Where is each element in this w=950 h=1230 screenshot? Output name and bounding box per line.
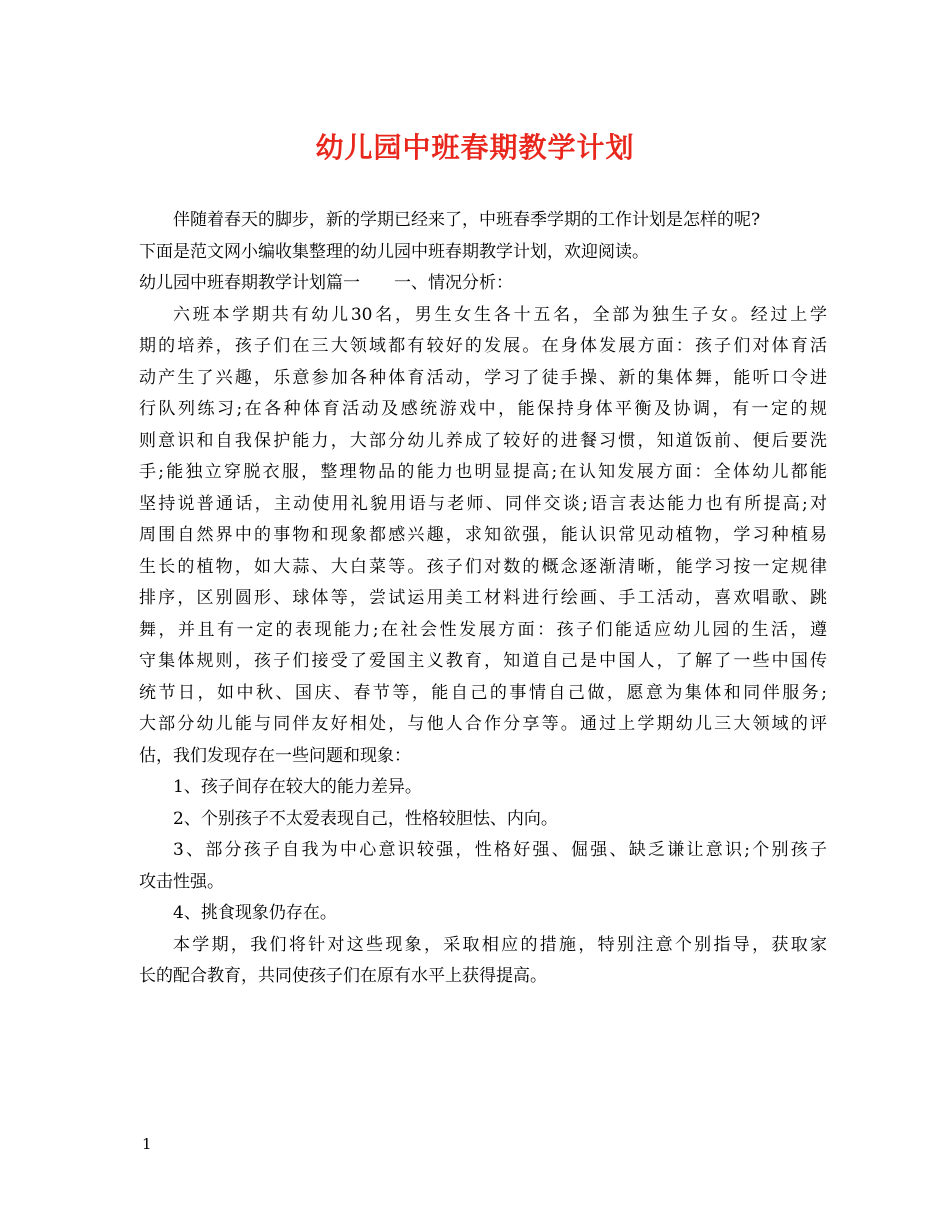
analysis-line: 期的培养，孩子们在三大领域都有较好的发展。在身体发展方面：孩子们对体育活 [139, 336, 827, 356]
issue-item-continued: 攻击性强。 [139, 871, 224, 892]
intro-line: 下面是范文网小编收集整理的幼儿园中班春期教学计划，欢迎阅读。 [139, 241, 649, 262]
intro-line: 伴随着春天的脚步，新的学期已经来了，中班春季学期的工作计划是怎样的呢? [173, 210, 761, 230]
analysis-line: 大部分幼儿能与同伴友好相处，与他人合作分享等。通过上学期幼儿三大领域的评 [139, 714, 827, 734]
issue-item: 3、部分孩子自我为中心意识较强，性格好强、倔强、缺乏谦让意识;个别孩子 [173, 840, 827, 860]
analysis-line: 坚持说普通话，主动使用礼貌用语与老师、同伴交谈;语言表达能力也有所提高;对 [139, 493, 827, 514]
analysis-line: 动产生了兴趣，乐意参加各种体育活动，学习了徒手操、新的集体舞，能听口令进 [139, 367, 827, 388]
analysis-line: 统节日，如中秋、国庆、春节等，能自己的事情自己做，愿意为集体和同伴服务; [139, 682, 827, 703]
issue-item: 2、个别孩子不太爱表现自己，性格较胆怯、内向。 [173, 808, 558, 829]
analysis-line: 行队列练习;在各种体育活动及感统游戏中，能保持身体平衡及协调，有一定的规 [139, 399, 827, 419]
analysis-line: 估，我们发现存在一些问题和现象： [139, 745, 411, 766]
document-title: 幼儿园中班春期教学计划 [315, 131, 635, 164]
closing-line: 长的配合教育，共同使孩子们在原有水平上获得提高。 [139, 966, 547, 986]
analysis-line: 手;能独立穿脱衣服，整理物品的能力也明显提高;在认知发展方面：全体幼儿都能 [139, 462, 827, 482]
analysis-line: 六班本学期共有幼儿30名，男生女生各十五名，全部为独生子女。经过上学 [173, 304, 827, 325]
analysis-line: 舞，并且有一定的表现能力;在社会性发展方面：孩子们能适应幼儿园的生活，遵 [139, 619, 827, 640]
section-heading [139, 268, 827, 300]
analysis-line: 则意识和自我保护能力，大部分幼儿养成了较好的进餐习惯，知道饭前、便后要洗 [139, 430, 827, 451]
section-part-title: 幼儿园中班春期教学计划篇一 [139, 273, 360, 293]
intro-paragraph [139, 205, 827, 268]
document-body [139, 205, 827, 993]
analysis-line: 生长的植物，如大蒜、大白菜等。孩子们对数的概念逐渐清晰，能学习按一定规律 [139, 556, 827, 577]
page-number: 1 [142, 1135, 152, 1153]
analysis-paragraph [139, 300, 827, 773]
issue-item: 1、孩子间存在较大的能力差异。 [173, 777, 422, 797]
analysis-line: 排序，区别圆形、球体等，尝试运用美工材料进行绘画、手工活动，喜欢唱歌、跳 [139, 588, 827, 608]
issues-list [139, 772, 827, 930]
section-subheading: 一、情况分析： [394, 273, 513, 293]
analysis-line: 守集体规则，孩子们接受了爱国主义教育，知道自己是中国人，了解了一些中国传 [139, 651, 827, 671]
closing-paragraph [139, 930, 827, 993]
closing-line: 本学期，我们将针对这些现象，采取相应的措施，特别注意个别指导，获取家 [173, 934, 827, 955]
analysis-line: 周围自然界中的事物和现象都感兴趣，求知欲强，能认识常见动植物，学习种植易 [139, 525, 827, 545]
issue-item: 4、挑食现象仍存在。 [173, 903, 337, 923]
